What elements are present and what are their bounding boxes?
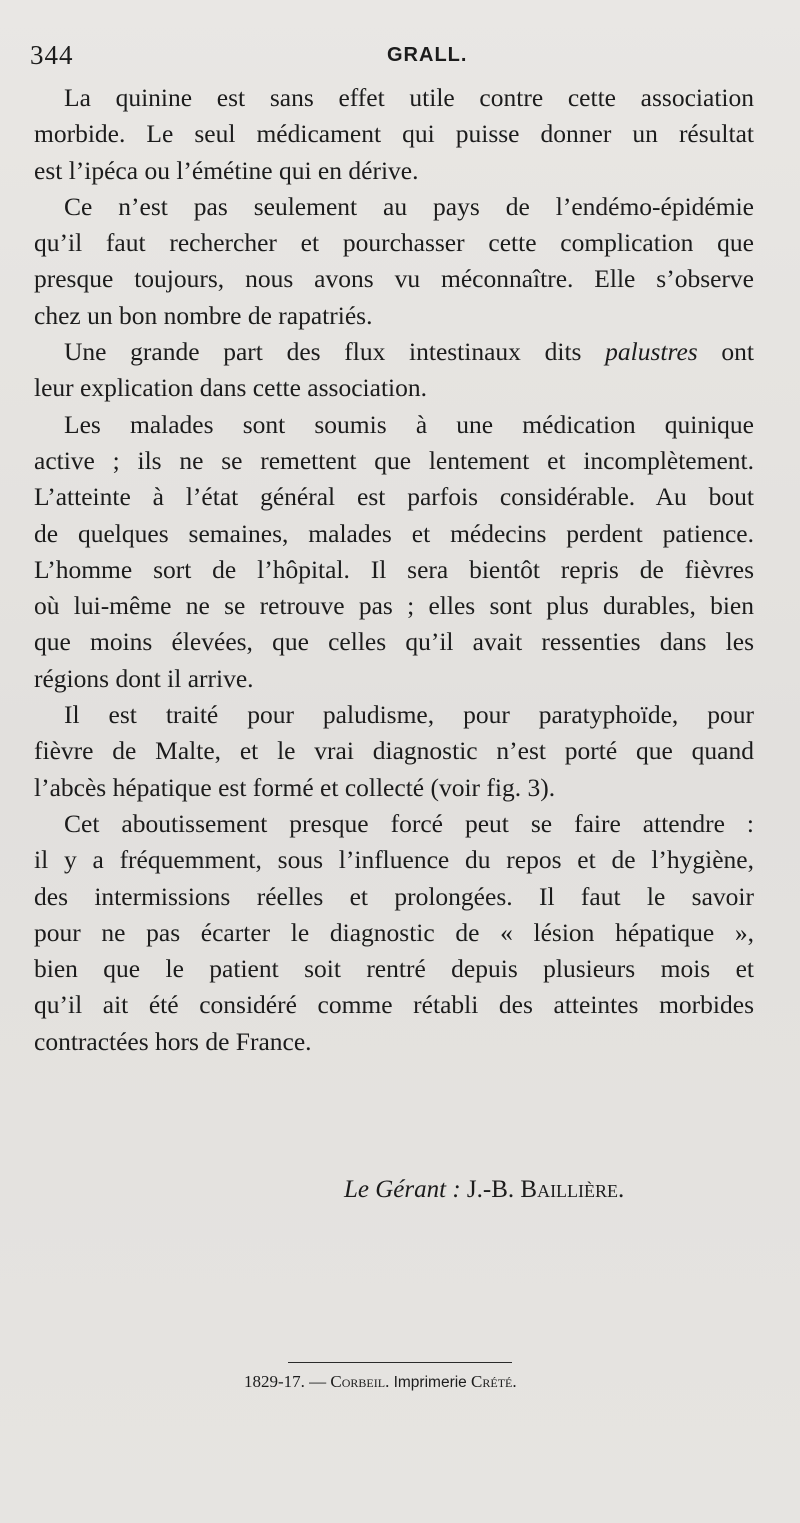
text-line: régions dont il arrive. [34, 663, 254, 693]
text-line: La quinine est sans effet utile contre cette association [64, 83, 754, 112]
text-line: Cet aboutissement presque forcé peut se faire attendre : [64, 808, 754, 838]
text-line: de quelques semaines, malades et médecins perdent patience. [34, 518, 754, 548]
footer-rule [288, 1362, 512, 1363]
text-line: bien que le patient soit rentré depuis plusieurs mois et [34, 954, 754, 984]
text-line: Il est traité pour paludisme, pour paratyphoïde, pour [64, 700, 754, 730]
signature-role: Le Gérant : [344, 1176, 461, 1203]
text-line: il y a fréquemment, sous l’influence du repos et de l’hygiène, [34, 845, 754, 875]
imprint-dash: — [309, 1372, 327, 1391]
imprint-city: Corbeil. [330, 1372, 390, 1391]
text-line: que moins élevées, que celles qu’il avait ressenties dans les [34, 627, 754, 657]
signature-initials: J.-B. [466, 1176, 515, 1203]
text-line: leur explication dans cette association. [34, 373, 427, 403]
page-header [30, 40, 754, 76]
text-line: des intermissions réelles et prolongées. Il faut le savoir [34, 881, 754, 911]
signature-surname: Baillière. [520, 1176, 625, 1203]
text-line: qu’il ait été considéré comme rétabli des atteintes morbides [34, 990, 754, 1020]
text-line: active ; ils ne se remettent que lentement et incomplètement. [34, 445, 754, 475]
imprint-label: Imprimerie [393, 1374, 467, 1391]
text-line: presque toujours, nous avons vu méconnaître. Elle s’observe [34, 264, 754, 294]
text-line: l’abcès hépatique est formé et collecté (voir fig. 3). [34, 772, 556, 802]
text-line: contractées hors de France. [34, 1026, 312, 1056]
text-line: pour ne pas écarter le diagnostic de « lésion hépatique », [34, 917, 754, 947]
printer-imprint [244, 1372, 517, 1392]
running-head: GRALL. [387, 44, 468, 66]
imprint-number: 1829-17. [244, 1372, 305, 1391]
italic-word: palustres [605, 337, 698, 367]
body-text [34, 80, 754, 1060]
text-line: qu’il faut rechercher et pourchasser cette complication que [34, 228, 754, 258]
page-number: 344 [30, 40, 74, 70]
text-line: morbide. Le seul médicament qui puisse donner un résultat [34, 119, 754, 149]
text-line: fièvre de Malte, et le vrai diagnostic n’est porté que quand [34, 736, 754, 766]
text-line: Les malades sont soumis à une médication quinique [64, 409, 754, 439]
text-line: où lui-même ne se retrouve pas ; elles sont plus durables, bien [34, 591, 754, 621]
text-line: Ce n’est pas seulement au pays de l’endémo-épidémie [64, 191, 754, 221]
text-line: L’homme sort de l’hôpital. Il sera bientôt repris de fièvres [34, 554, 754, 584]
imprint-printer: Crété. [471, 1372, 517, 1391]
text-line: chez un bon nombre de rapatriés. [34, 300, 373, 330]
signature [344, 1176, 624, 1204]
text-line: L’atteinte à l’état général est parfois considérable. Au bout [34, 482, 754, 512]
text-line: Une grande part des flux intestinaux dits palustres ont [64, 337, 754, 367]
text-line: est l’ipéca ou l’émétine qui en dérive. [34, 155, 419, 185]
